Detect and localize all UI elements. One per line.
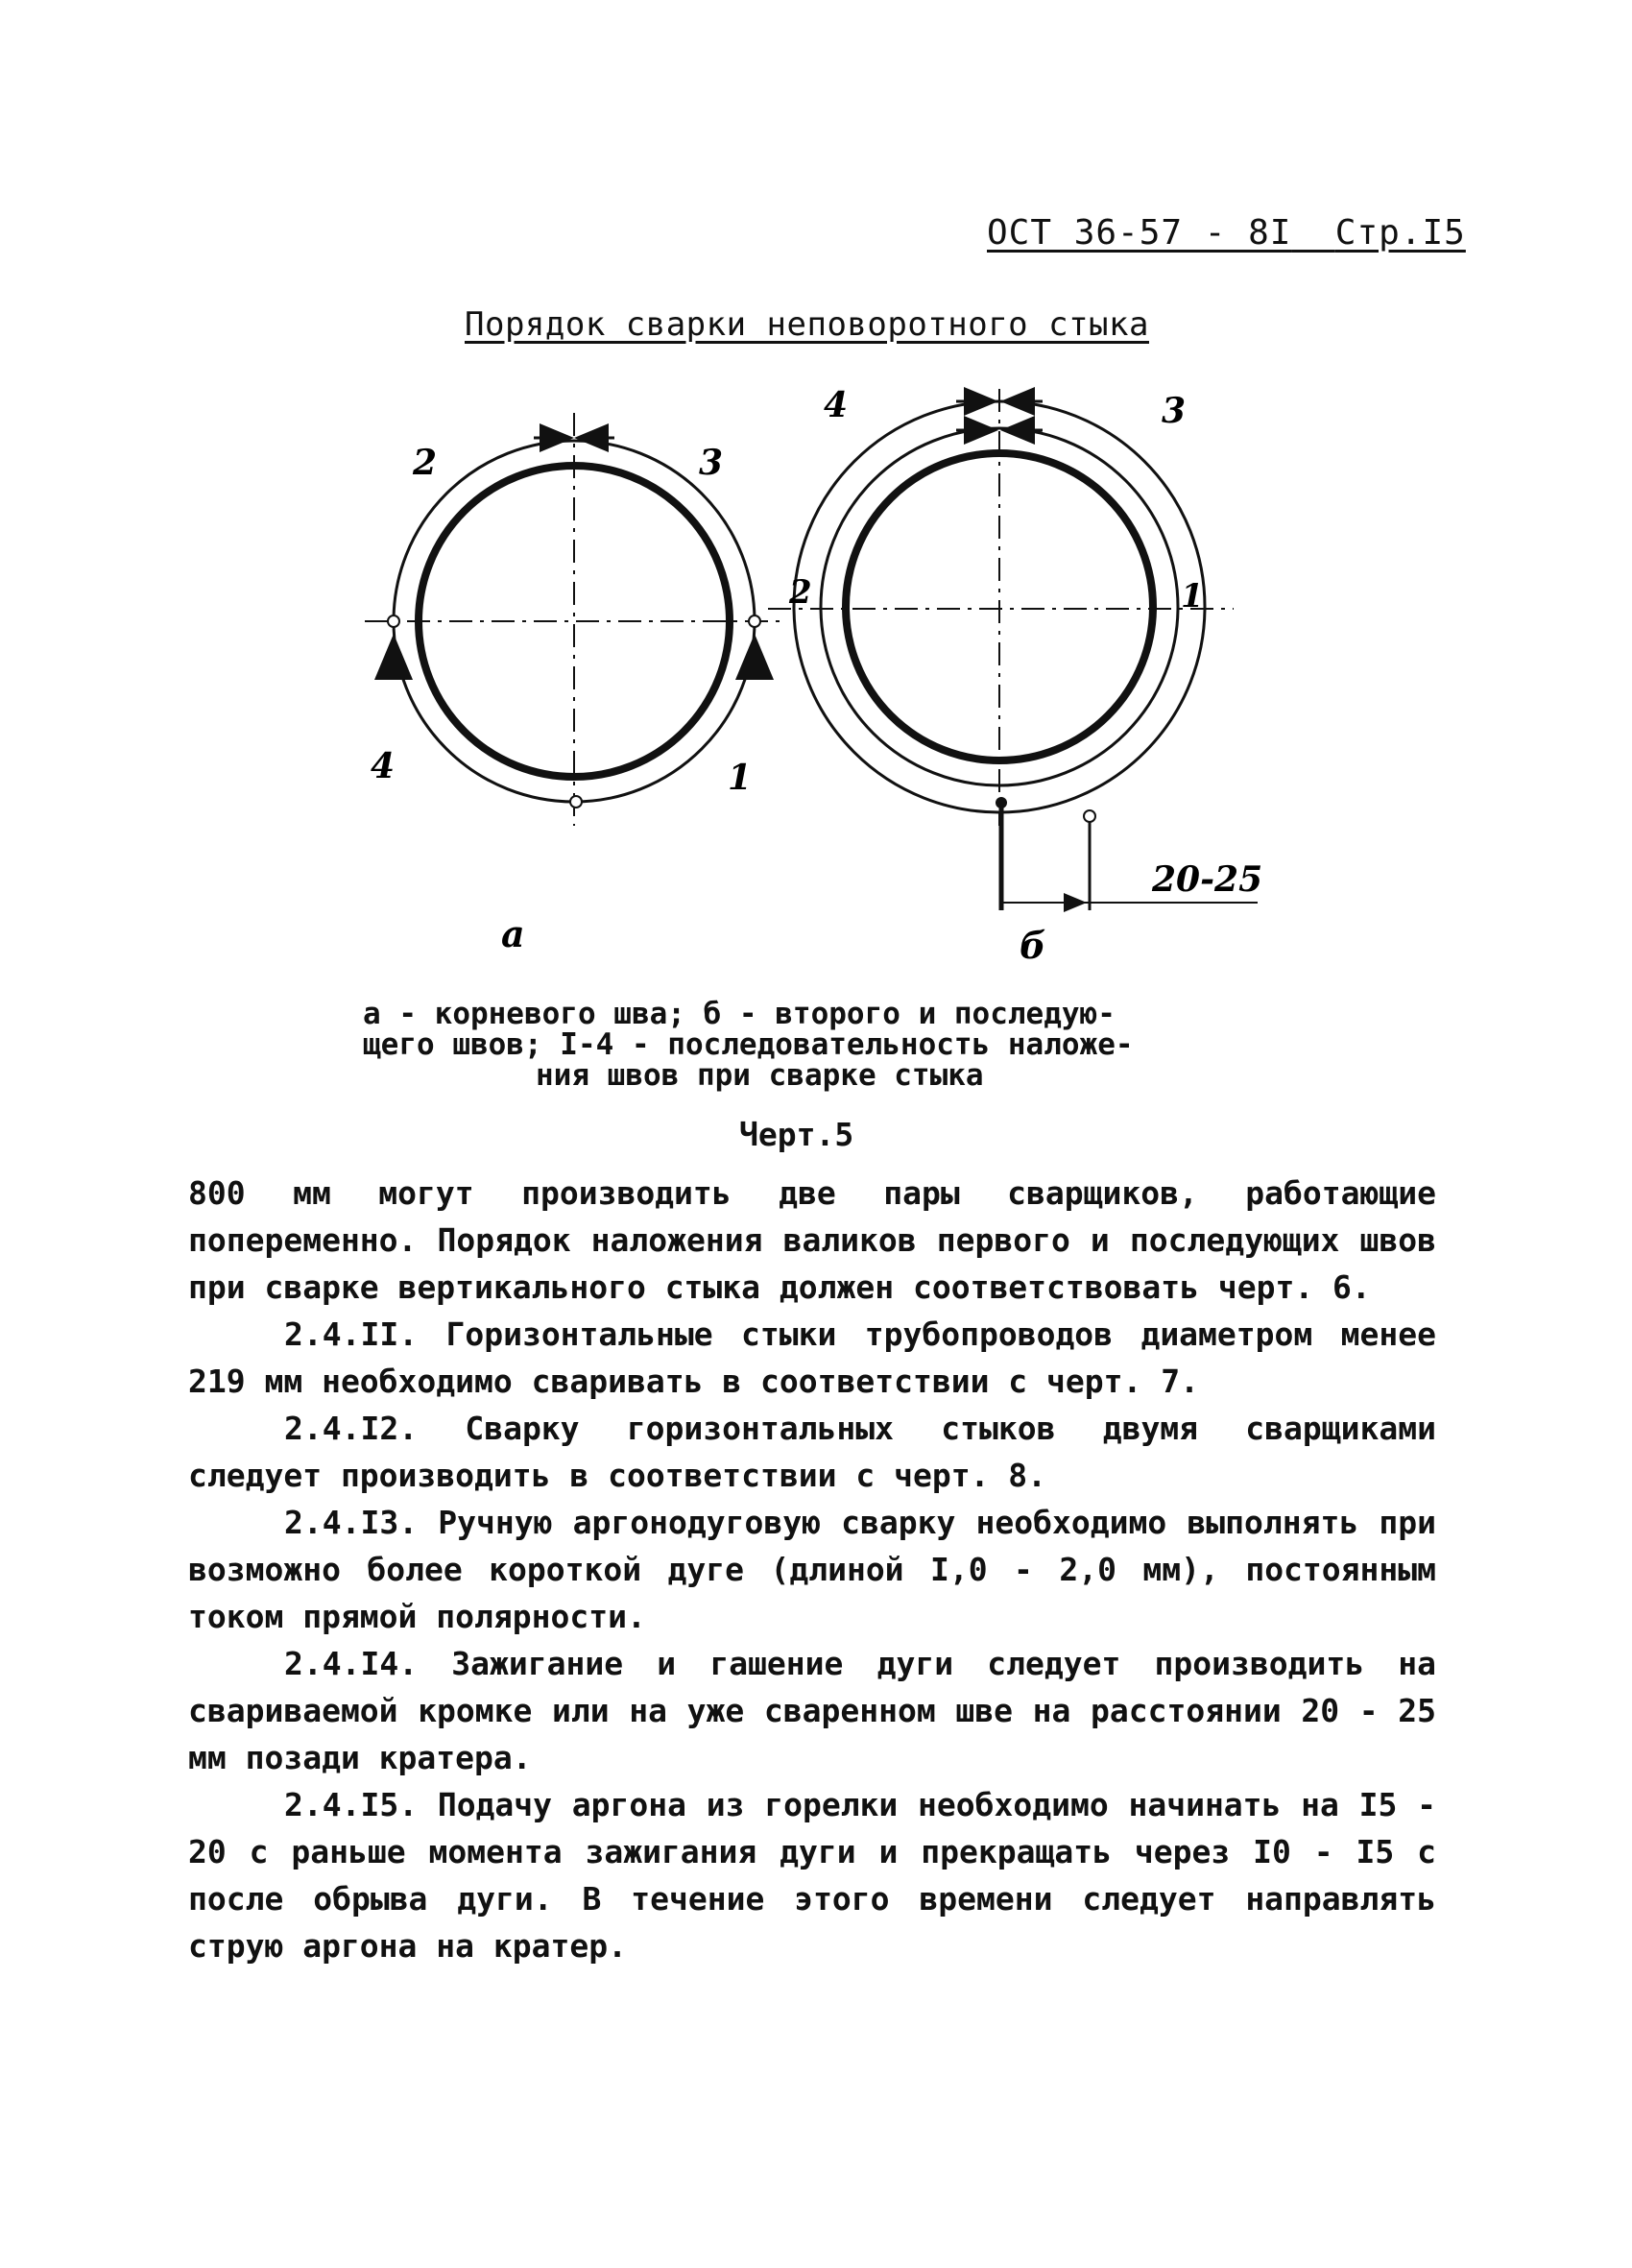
dimension-label: 20-25 [1152, 859, 1263, 900]
caption-line-2: щего швов; I-4 - последовательность наложе- [363, 1027, 1134, 1062]
weld-sequence-figure [0, 0, 1632, 999]
page-number: Стр.I5 [1334, 213, 1466, 253]
left-outer-ring [394, 441, 755, 802]
left-sub-label: а [501, 912, 525, 955]
body-text [188, 1170, 1436, 1969]
right-label-1: 1 [1181, 577, 1204, 615]
right-label-3: 3 [1162, 391, 1187, 431]
right-sub-label: б [1020, 924, 1046, 967]
right-start-point-filled [996, 797, 1007, 808]
left-point-marker [388, 615, 399, 627]
paragraph-continuation: 800 мм могут производить две пары сварщиков, работающие попеременно. Порядок наложения валиков первого и последующих швов при сварке вертикального стыка должен соответствовать черт. 6. [188, 1174, 1436, 1306]
right-label-2: 2 [789, 573, 812, 612]
paragraph-2-4-15: 2.4.I5. Подачу аргона из горелки необходимо начинать на I5 - 20 с раньше момента зажигания дуги и прекращать через I0 - I5 с после обрыва дуги. В течение этого времени следует направлять струю аргона на кратер. [188, 1786, 1436, 1965]
paragraph-2-4-11: 2.4.II. Горизонтальные стыки трубопроводов диаметром менее 219 мм необходимо сваривать в соответствии с черт. 7. [188, 1315, 1436, 1400]
right-label-4: 4 [824, 385, 849, 425]
right-pipe-diagram [768, 385, 1262, 967]
bottom-point-marker [570, 796, 582, 808]
document-code: ОСТ 36-57 - 8I [987, 213, 1292, 253]
paragraph-2-4-12: 2.4.I2. Сварку горизонтальных стыков двумя сварщиками следует производить в соответствии с черт. 8. [188, 1410, 1436, 1494]
right-point-marker [749, 615, 760, 627]
figure-number: Черт.5 [739, 1116, 854, 1153]
figure-title: Порядок сварки неповоротного стыка [465, 305, 1149, 344]
left-label-4: 4 [371, 746, 396, 786]
paragraph-2-4-13: 2.4.I3. Ручную аргонодуговую сварку необходимо выполнять при возможно более короткой дуге (длиной I,0 - 2,0 мм), постоянным током прямой полярности. [188, 1504, 1436, 1635]
right-start-point-open [1084, 810, 1095, 822]
left-label-3: 3 [699, 443, 724, 483]
caption-line-1: а - корневого шва; б - второго и последую- [363, 997, 1116, 1031]
left-label-2: 2 [413, 443, 438, 483]
caption-line-3: ния швов при сварке стыка [536, 1058, 984, 1093]
left-label-1: 1 [728, 758, 753, 798]
paragraph-2-4-14: 2.4.I4. Зажигание и гашение дуги следует производить на свариваемой кромке или на уже сваренном шве на расстоянии 20 - 25 мм позади кратера. [188, 1645, 1436, 1776]
left-pipe-diagram [365, 413, 787, 955]
figure-caption [363, 999, 1246, 1091]
